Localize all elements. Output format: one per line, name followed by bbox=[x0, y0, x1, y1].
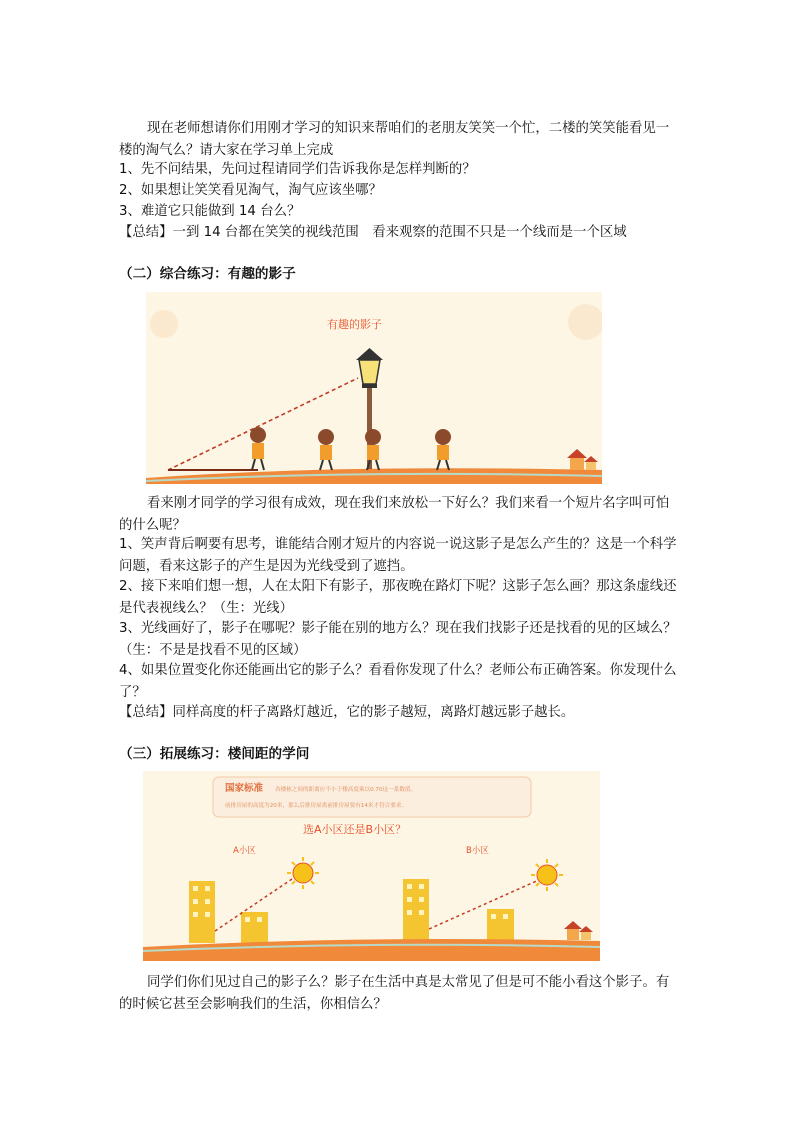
shadow-illustration bbox=[146, 292, 602, 484]
community-a-label: A小区 bbox=[233, 846, 256, 856]
section1-intro: 现在老师想请你们用刚才学习的知识来帮咱们的老朋友笑笑一个忙，二楼的笑笑能看见一楼的淘气么？请大家在学习单上完成 bbox=[119, 121, 670, 158]
section2-item-3: 3、光线画好了，影子在哪呢？影子能在别的地方么？现在我们找影子还是找看的见的区域么？（生：不是是找看不见的区域） bbox=[119, 621, 677, 658]
section2-intro: 看来刚才同学的学习很有成效，现在我们来放松一下好么？我们来看一个短片名字叫可怕的什么呢？ bbox=[119, 496, 670, 533]
shadow-image-title: 有趣的影子 bbox=[327, 318, 382, 331]
section2-item-1: 1、笑声背后啊要有思考，谁能结合刚才短片的内容说一说这影子是怎么产生的？这是一个科学问题，看来这影子的产生是因为光线受到了遮挡。 bbox=[119, 537, 677, 574]
section3-outro: 同学们你们见过自己的影子么？影子在生活中真是太常见了但是可不能小看这个影子。有的时候它甚至会影响我们的生活，你相信么？ bbox=[119, 975, 670, 1012]
section3-heading: （三）拓展练习：楼间距的学问 bbox=[119, 746, 310, 762]
building-a-tall bbox=[189, 881, 215, 943]
building-b-short bbox=[487, 909, 514, 943]
section2-heading: （二）综合练习：有趣的影子 bbox=[119, 266, 296, 282]
section2-item-2: 2、接下来咱们想一想，人在太阳下有影子，那夜晚在路灯下呢？这影子怎么画？那这条虚线还是代表视线么？（生：光线） bbox=[119, 579, 677, 616]
building-b-tall bbox=[403, 879, 429, 943]
standard-banner-title: 国家标准 bbox=[225, 783, 264, 794]
community-b-label: B小区 bbox=[466, 846, 489, 856]
section2-item-4: 4、如果位置变化你还能画出它的影子么？看看你发现了什么？老师公布正确答案。你发现什么了？ bbox=[119, 663, 677, 700]
building-a-short bbox=[241, 912, 268, 943]
choice-question: 选A小区还是B小区？ bbox=[303, 823, 407, 836]
section2-summary: 【总结】同样高度的杆子离路灯越近，它的影子越短，离路灯越远影子越长。 bbox=[119, 705, 575, 720]
standard-banner-line2: 前排房屋的高度为20米，那么后排房屋离前排房屋要有14米才符合要求。 bbox=[225, 803, 408, 809]
section1-item-3: 3、难道它只能做到 14 台么？ bbox=[119, 204, 301, 219]
building-spacing-illustration bbox=[143, 771, 600, 961]
section1-item-2: 2、如果想让笑笑看见淘气，淘气应该坐哪？ bbox=[119, 183, 382, 198]
standard-banner-line1: 各楼栋之间的距离应不小于楼高度乘以0.70这一系数值。 bbox=[275, 787, 417, 793]
section1-summary: 【总结】一到 14 台都在笑笑的视线范围 看来观察的范围不只是一个线而是一个区域 bbox=[119, 225, 627, 240]
section1-item-1: 1、先不问结果，先问过程请同学们告诉我你是怎样判断的？ bbox=[119, 162, 476, 177]
